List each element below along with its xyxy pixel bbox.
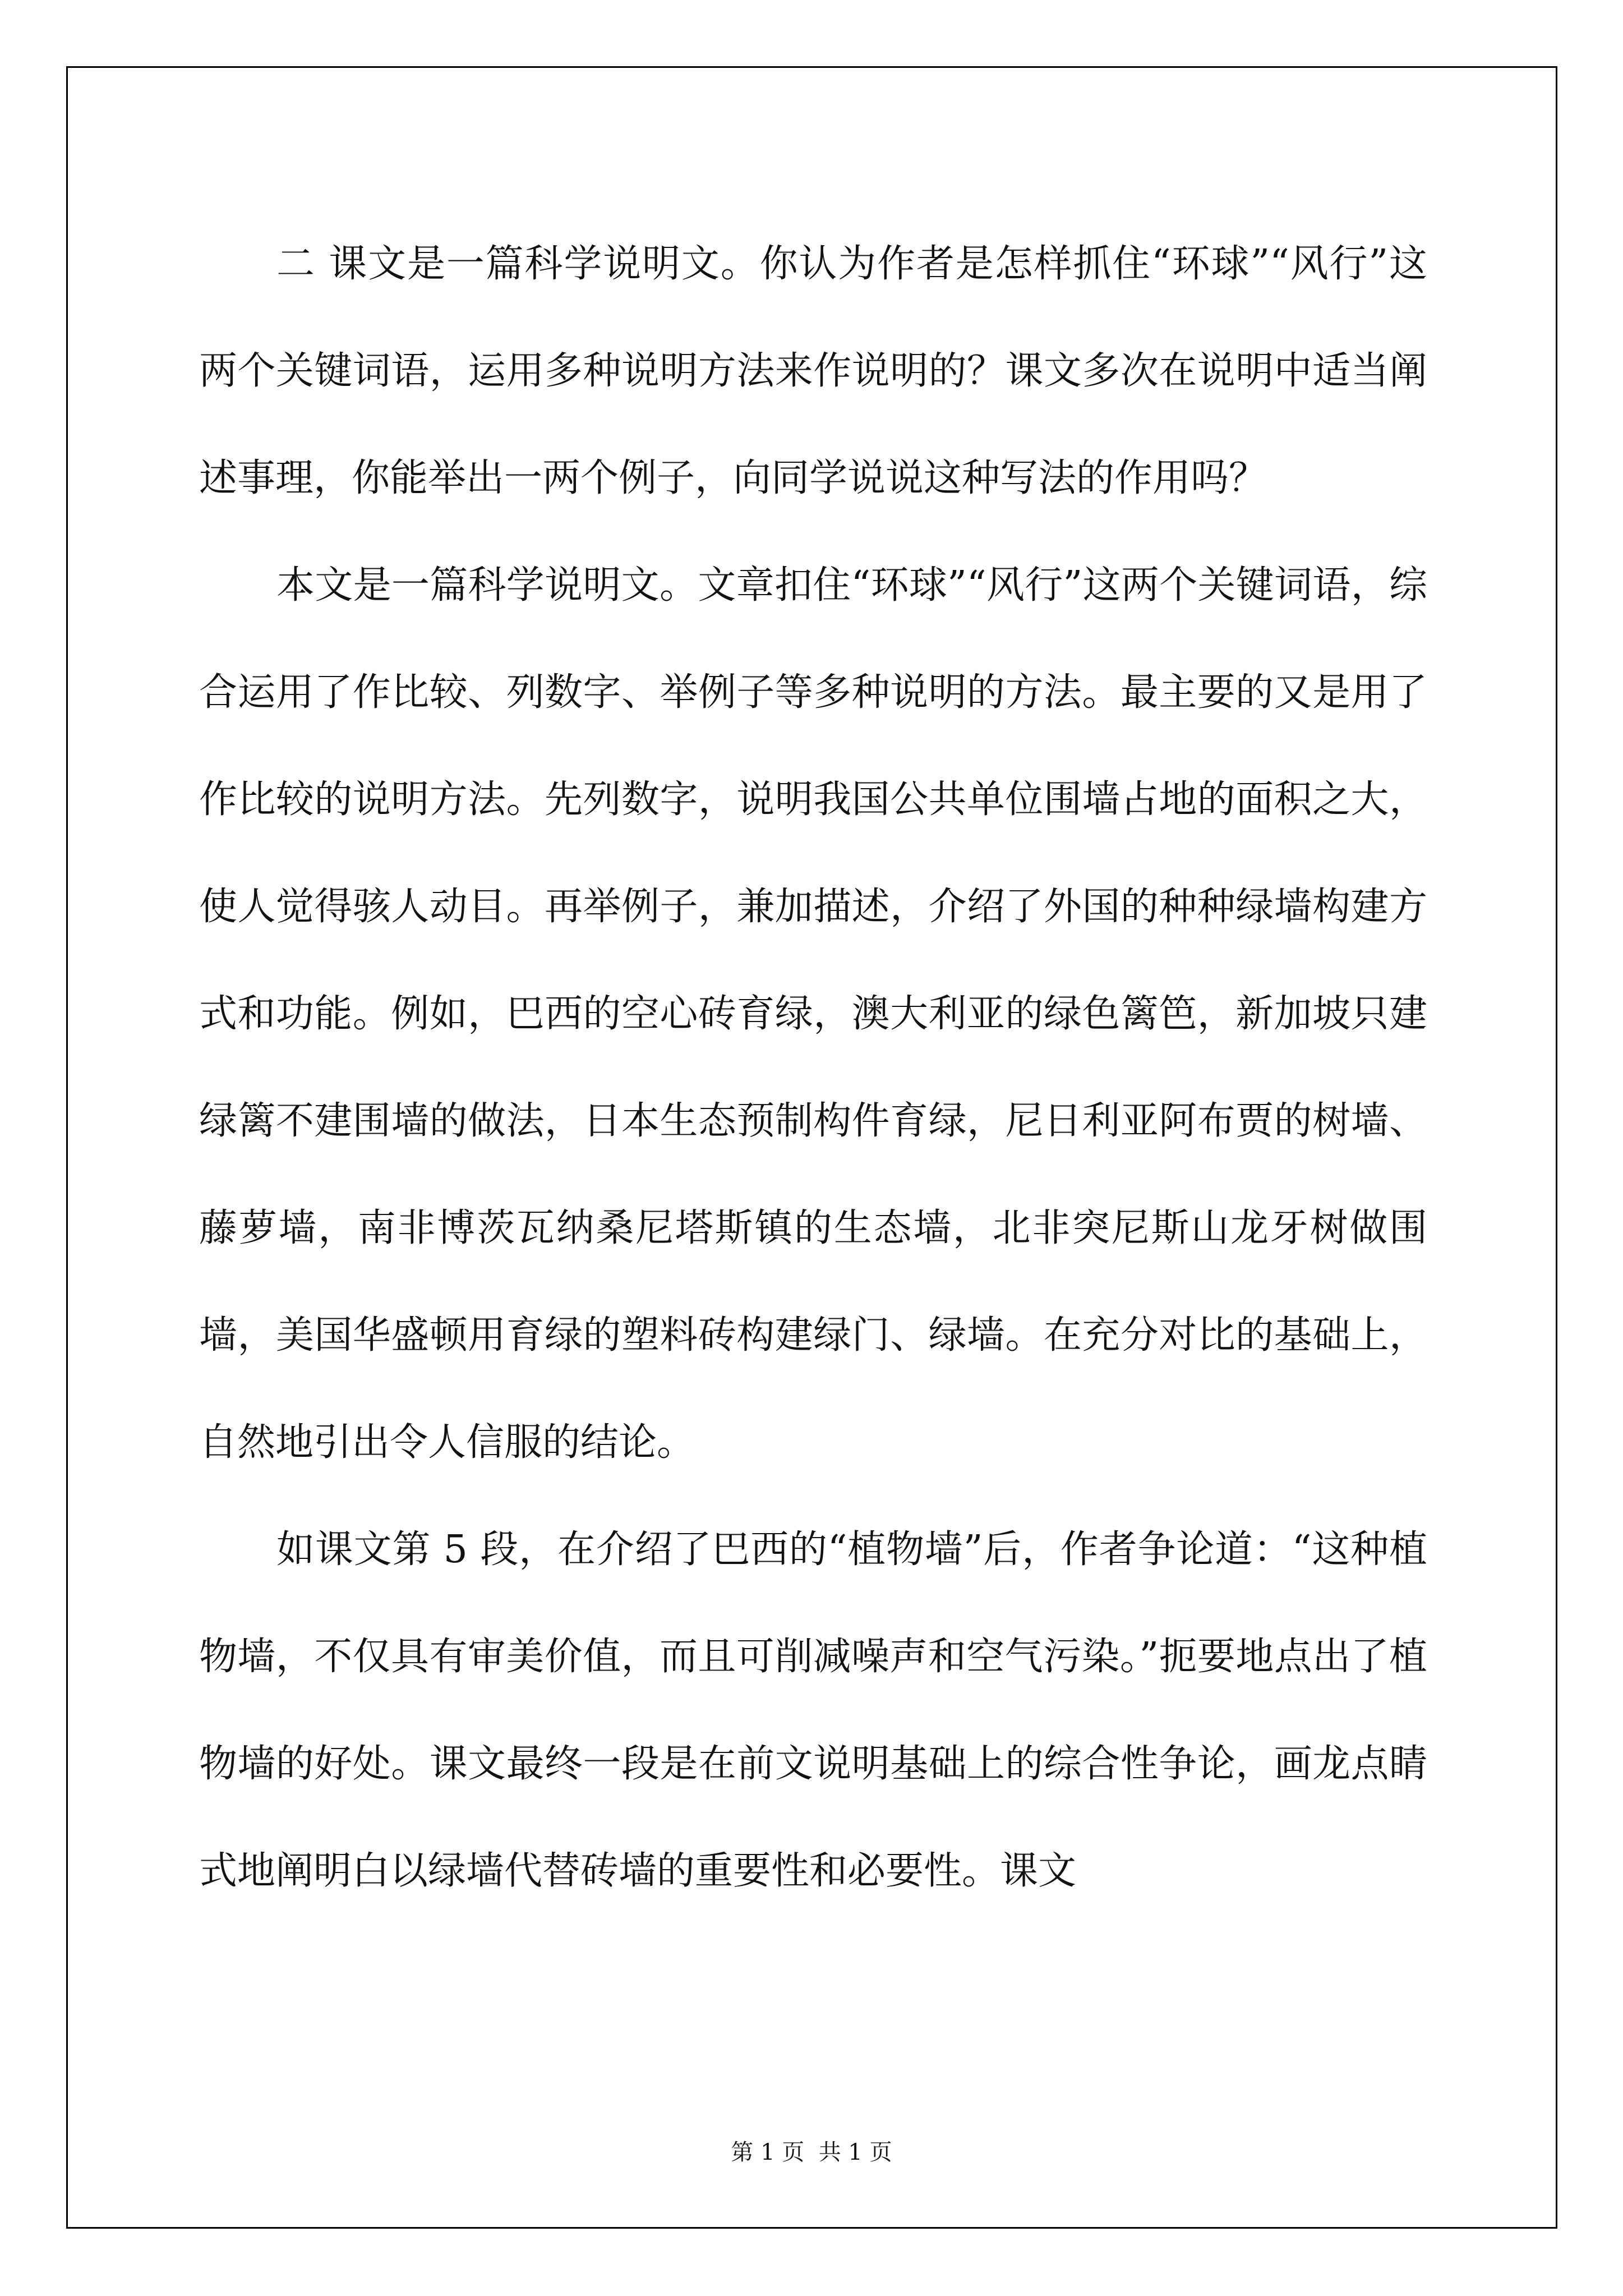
paragraph-example: 如课文第 5 段，在介绍了巴西的“植物墙”后，作者争论道：“这种植物墙，不仅具有审美价值，而且可削减噪声和空气污染。”扼要地点出了植物墙的好处。课文最终一段是在前文说明基础上的综合性争论，画龙点睛式地阐明白以绿墙代替砖墙的重要性和必要性。课文: [199, 1527, 1427, 1893]
document-body: [199, 210, 1427, 1925]
paragraph-answer: 本文是一篇科学说明文。文章扣住“环球”“风行”这两个关键词语，综合运用了作比较、列数字、举例子等多种说明的方法。最主要的又是用了作比较的说明方法。先列数字，说明我国公共单位围墙占地的面积之大，使人觉得骇人动目。再举例子，兼加描述，介绍了外国的种种绿墙构建方式和功能。例如，巴西的空心砖育绿，澳大利亚的绿色篱笆，新加坡只建绿篱不建围墙的做法，日本生态预制构件育绿，尼日利亚阿布贾的树墙、藤萝墙，南非博茨瓦纳桑尼塔斯镇的生态墙，北非突尼斯山龙牙树做围墙，美国华盛顿用育绿的塑料砖构建绿门、绿墙。在充分对比的基础上，自然地引出令人信服的结论。: [199, 563, 1427, 1465]
paragraph-question: 二 课文是一篇科学说明文。你认为作者是怎样抓住“环球”“风行”这两个关键词语，运用多种说明方法来作说明的？课文多次在说明中适当阐述事理，你能举出一两个例子，向同学说说这种写法的作用吗？: [199, 242, 1427, 500]
page-number-footer: 第 1 页 共 1 页: [731, 2139, 892, 2165]
